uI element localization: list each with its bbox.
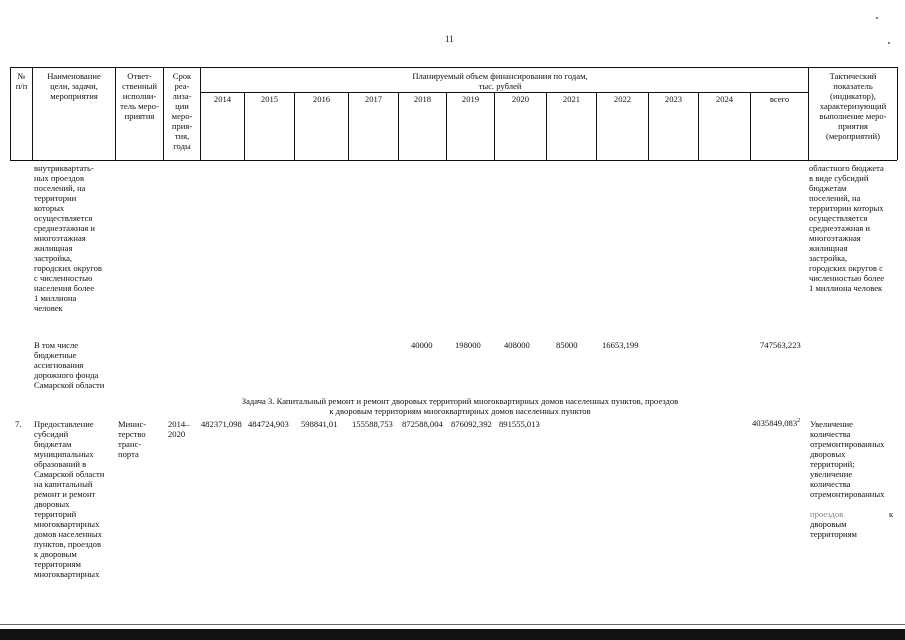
year-2017: 2017 xyxy=(364,94,383,104)
continued-row-indicator: областного бюджета в виде субсидий бюджетам поселений, на территории которых осуществляется среднеэтажная и многоэтажная жилищная застройка, городских округов с численностью более 1 миллиона человек xyxy=(809,163,885,293)
row7-2020: 891555,013 xyxy=(499,419,540,429)
header-col-number: № п/п xyxy=(15,71,28,91)
years-header-border xyxy=(200,92,808,93)
row7-number: 7. xyxy=(15,419,22,429)
row7-name: Предоставление субсидий бюджетам муниципальных образований в Самарской области на капитальный ремонт и ремонт дворовых территорий многоквартирных домов населенных пунктов, проездов к дворовым территориям многоквартирных xyxy=(34,419,105,579)
row7-indicator-b1: проездов xyxy=(810,509,844,519)
row7-indicator-c: дворовым территориям xyxy=(810,519,857,539)
row7-indicator-a: Увеличение количества отремонтированных дворовых территорий; увеличение количества отремонтированных xyxy=(810,419,885,499)
row7-2014: 482371,098 xyxy=(201,419,242,429)
row7-2018: 872588,004 xyxy=(402,419,443,429)
scan-bottom-edge xyxy=(0,629,905,640)
header-bottom-border xyxy=(10,160,897,161)
row7-2019: 876092,392 xyxy=(451,419,492,429)
row7-2015: 484724,903 xyxy=(248,419,289,429)
year-2014: 2014 xyxy=(213,94,232,104)
task3-heading-line1: Задача 3. Капитальный ремонт и ремонт дворовых территорий многоквартирных домов населенных пунктов, проездов xyxy=(241,396,679,406)
continued-row-name: внутриквартать- ных проездов поселений, на территории которых осуществляется среднеэтажная и многоэтажная жилищная застройка, городских округов с численностью населения более 1 миллиона человек xyxy=(34,163,102,313)
year-2022: 2022 xyxy=(613,94,632,104)
year-2021: 2021 xyxy=(562,94,581,104)
year-2016: 2016 xyxy=(312,94,331,104)
row7-indicator-b2: к xyxy=(889,509,894,519)
col-border xyxy=(897,67,898,160)
year-2018: 2018 xyxy=(413,94,432,104)
including-row-name: В том числе бюджетные ассигнования дорожного фонда Самарской области xyxy=(34,340,105,390)
header-financing-title: Планируемый объем финансирования по годам, тыс. рублей xyxy=(412,71,588,91)
page-number: 11 xyxy=(445,34,454,44)
including-total: 747563,223 xyxy=(760,340,801,350)
year-2023: 2023 xyxy=(664,94,683,104)
year-2019: 2019 xyxy=(461,94,480,104)
scan-bottom-line xyxy=(0,624,905,625)
row7-responsible: Минис- терство транс- порта xyxy=(118,419,147,459)
header-col-term: Срок реа- лиза- ции меро- прия- тия, годы xyxy=(171,71,193,151)
table-top-border xyxy=(10,67,897,68)
row7-2017: 155588,753 xyxy=(352,419,393,429)
col-border xyxy=(200,67,201,160)
row7-total: 4035849,083$^2$ xyxy=(752,418,801,428)
total-header: всего xyxy=(769,94,790,104)
including-2021: 85000 xyxy=(556,340,578,350)
scan-speck xyxy=(888,42,890,44)
year-2020: 2020 xyxy=(511,94,530,104)
header-col-indicator: Тактический показатель (индикатор), характеризующий выполнение меро- приятия (мероприятий) xyxy=(819,71,887,141)
including-2020: 408000 xyxy=(504,340,530,350)
year-2015: 2015 xyxy=(260,94,279,104)
year-2024: 2024 xyxy=(715,94,734,104)
including-2018: 40000 xyxy=(411,340,433,350)
task3-heading-line2: к дворовым территориям многоквартирных домов населенных пунктов xyxy=(329,406,591,416)
row7-2016: 598841,01 xyxy=(301,419,338,429)
header-col-responsible: Ответ- ственный исполни- тель меро- приятия xyxy=(120,71,159,121)
including-2019: 198000 xyxy=(455,340,481,350)
scan-speck xyxy=(876,17,878,19)
header-col-name: Наименование цели, задачи, мероприятия xyxy=(47,71,101,101)
row7-term: 2014– 2020 xyxy=(168,419,190,439)
including-2022: 16653,199 xyxy=(602,340,639,350)
